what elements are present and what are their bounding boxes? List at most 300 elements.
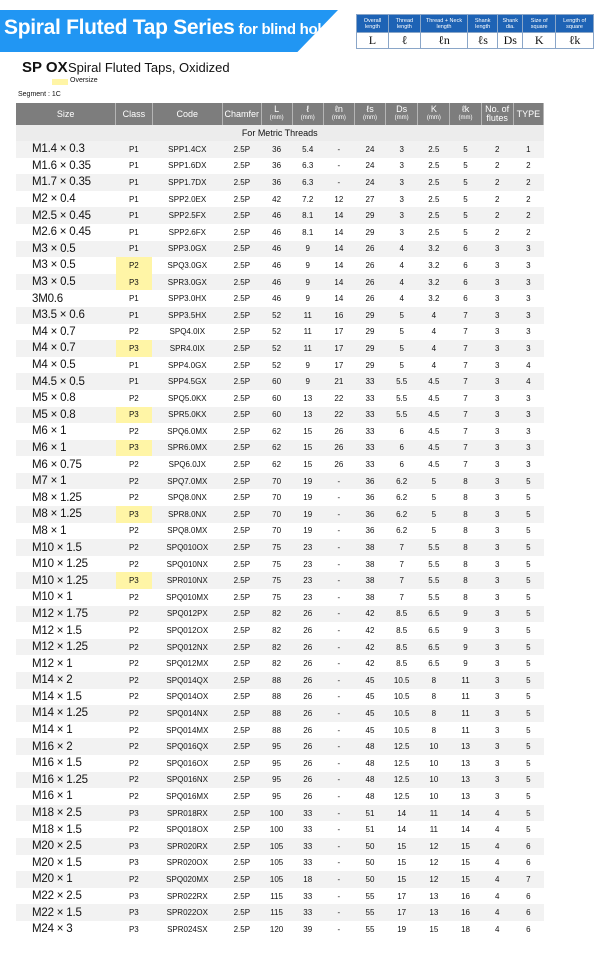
- table-cell: 9: [450, 639, 481, 656]
- table-cell: 42: [365, 626, 375, 636]
- table-cell: M4 × 0.7: [32, 325, 76, 338]
- table-cell: M12 × 1: [32, 657, 73, 670]
- table-cell: M1.4 × 0.3: [16, 141, 116, 158]
- table-cell: 6: [450, 241, 481, 258]
- table-cell: P1: [116, 207, 152, 224]
- column-header: [323, 103, 354, 125]
- table-cell: 2.5P: [223, 738, 261, 755]
- table-cell: 3: [526, 460, 531, 470]
- table-cell: 46: [261, 207, 292, 224]
- table-cell: 12: [418, 871, 450, 888]
- table-cell: M12 × 1.5: [32, 624, 82, 637]
- table-cell: SPQ014MX: [166, 725, 209, 735]
- table-cell: 7.2: [302, 194, 314, 204]
- table-cell: 5: [526, 725, 531, 735]
- table-cell: SPQ016OX: [166, 758, 209, 768]
- table-cell: 9: [463, 659, 468, 669]
- table-cell: SPP1.4CX: [152, 141, 223, 158]
- table-cell: 17: [334, 327, 344, 337]
- table-cell: M8 × 1.25: [32, 491, 82, 504]
- column-header-label: ℓ: [306, 104, 310, 114]
- table-cell: 7: [463, 360, 468, 370]
- table-row: [16, 672, 544, 689]
- table-cell: 3: [494, 526, 500, 536]
- table-cell: M22 × 1.5: [16, 904, 116, 921]
- table-cell: 26: [292, 738, 323, 755]
- table-cell: 11: [303, 327, 312, 337]
- column-header-label: K: [430, 104, 437, 114]
- table-cell: 6: [513, 838, 543, 855]
- table-cell: 4.5: [418, 440, 450, 457]
- table-cell: M6 × 1: [32, 425, 67, 438]
- table-cell: P3: [116, 506, 152, 523]
- table-cell: 9: [305, 260, 310, 270]
- table-cell: -: [337, 592, 341, 602]
- group-label: For Metric Threads: [16, 125, 544, 141]
- legend-label: Size of square: [523, 15, 556, 33]
- table-cell: M4.5 × 0.5: [16, 373, 116, 390]
- column-header-unit: (mm): [394, 115, 409, 121]
- table-cell: 15: [292, 440, 323, 457]
- column-header-label: Class: [122, 108, 146, 119]
- table-cell: SPQ018OX: [166, 825, 209, 835]
- table-cell: 50: [354, 871, 385, 888]
- table-cell: 46: [272, 227, 282, 237]
- table-row: [16, 274, 544, 291]
- table-cell: 55: [365, 891, 375, 901]
- table-cell: 7: [450, 440, 481, 457]
- table-cell: 4: [386, 241, 418, 258]
- table-cell: 2: [526, 227, 531, 237]
- table-cell: 26: [303, 758, 313, 768]
- table-cell: 5: [526, 692, 531, 702]
- table-cell: 5.4: [292, 141, 323, 158]
- table-cell: 95: [272, 758, 282, 768]
- table-cell: -: [337, 559, 341, 569]
- table-cell: 2: [494, 161, 500, 171]
- table-cell: 105: [261, 871, 292, 888]
- table-cell: 2.5P: [223, 606, 261, 623]
- table-cell: 2.5: [428, 194, 440, 204]
- table-cell: 8: [463, 592, 468, 602]
- table-cell: 26: [303, 692, 313, 702]
- table-cell: 26: [365, 260, 375, 270]
- table-cell: 4: [481, 838, 513, 855]
- column-header-label: ℓk: [461, 104, 470, 114]
- table-cell: 5: [463, 227, 468, 237]
- table-cell: 2.5P: [223, 407, 261, 424]
- table-cell: P3: [116, 838, 152, 855]
- table-cell: 19: [292, 506, 323, 523]
- table-cell: SPQ6.0MX: [167, 426, 208, 436]
- table-cell: 6: [513, 904, 543, 921]
- table-cell: 29: [365, 327, 375, 337]
- table-row: [16, 241, 544, 258]
- table-cell: 4: [494, 891, 500, 901]
- table-cell: 9: [292, 274, 323, 291]
- table-cell: 10.5: [393, 692, 410, 702]
- table-cell: M14 × 1.5: [32, 690, 82, 703]
- table-cell: M18 × 1.5: [32, 823, 82, 836]
- table-cell: SPQ016QX: [152, 738, 223, 755]
- table-cell: 3: [481, 506, 513, 523]
- table-cell: 2.5P: [233, 592, 251, 602]
- table-row: [16, 556, 544, 573]
- table-cell: 36: [365, 493, 375, 503]
- table-cell: SPP1.6DX: [168, 161, 207, 171]
- table-cell: P2: [128, 791, 139, 801]
- table-cell: -: [337, 758, 341, 768]
- column-header-unit: (mm): [363, 115, 377, 121]
- table-row: [16, 191, 544, 208]
- table-row: [16, 141, 544, 158]
- table-cell: 5: [513, 805, 543, 822]
- table-cell: 6: [399, 460, 404, 470]
- table-cell: M24 × 3: [32, 923, 73, 936]
- model-name: SP OX: [22, 59, 68, 76]
- table-cell: 12: [429, 858, 439, 868]
- table-cell: 13: [461, 758, 470, 768]
- column-header: [513, 103, 543, 125]
- table-cell: 60: [261, 373, 292, 390]
- table-cell: 5: [513, 572, 543, 589]
- table-row: [16, 855, 544, 872]
- table-cell: 33: [292, 838, 323, 855]
- table-cell: SPR022OX: [152, 904, 223, 921]
- legend-label: Thread + Neck length: [420, 15, 467, 33]
- table-cell: 5: [513, 639, 543, 656]
- table-cell: 3: [494, 294, 500, 304]
- table-cell: -: [337, 692, 341, 702]
- table-cell: 42: [354, 606, 385, 623]
- table-cell: SPQ012NX: [152, 639, 223, 656]
- table-cell: 2.5P: [223, 373, 261, 390]
- table-row: [16, 158, 544, 175]
- table-cell: -: [323, 174, 354, 191]
- table-cell: 3: [481, 473, 513, 490]
- table-cell: 50: [365, 858, 375, 868]
- table-cell: 52: [261, 340, 292, 357]
- table-row: [16, 224, 544, 241]
- table-cell: 3: [494, 592, 500, 602]
- table-cell: P2: [128, 758, 139, 768]
- table-cell: P1: [116, 307, 152, 324]
- table-cell: 10: [429, 758, 439, 768]
- table-cell: 3: [494, 725, 500, 735]
- table-cell: 5: [526, 526, 531, 536]
- table-cell: SPP2.6FX: [168, 227, 206, 237]
- table-cell: 6: [386, 440, 418, 457]
- table-cell: 36: [354, 506, 385, 523]
- table-cell: 6.2: [386, 506, 418, 523]
- table-cell: 5.5: [386, 373, 418, 390]
- table-cell: 120: [269, 924, 284, 934]
- table-cell: 52: [272, 360, 282, 370]
- table-cell: 3M0.6: [32, 292, 63, 305]
- table-cell: 3: [494, 559, 500, 569]
- table-cell: 38: [354, 572, 385, 589]
- table-row: [16, 506, 544, 523]
- table-cell: 14: [386, 805, 418, 822]
- table-cell: 2.5P: [223, 539, 261, 556]
- table-cell: P1: [128, 294, 139, 304]
- table-cell: 8: [463, 493, 468, 503]
- table-cell: 4.5: [418, 373, 450, 390]
- table-row: [16, 788, 544, 805]
- table-cell: 12.5: [393, 758, 410, 768]
- table-cell: 5: [399, 360, 404, 370]
- table-cell: 4.5: [428, 426, 440, 436]
- table-cell: 26: [354, 241, 385, 258]
- table-cell: 4: [481, 805, 513, 822]
- table-cell: 2: [494, 227, 500, 237]
- table-cell: 6: [526, 858, 531, 868]
- table-cell: 12: [334, 194, 344, 204]
- table-cell: 4: [494, 924, 500, 934]
- table-cell: 2.5P: [223, 141, 261, 158]
- model-description: Spiral Fluted Taps, Oxidized: [68, 60, 230, 75]
- table-cell: 2.5P: [233, 227, 251, 237]
- table-row: [16, 174, 544, 191]
- table-cell: 3: [386, 207, 418, 224]
- table-cell: -: [337, 659, 341, 669]
- column-header-label: L: [274, 104, 280, 114]
- table-cell: 75: [272, 559, 282, 569]
- table-cell: 2.5P: [233, 858, 251, 868]
- table-cell: 6.3: [292, 174, 323, 191]
- table-cell: 82: [261, 639, 292, 656]
- table-cell: 36: [272, 161, 282, 171]
- table-cell: 5: [513, 672, 543, 689]
- table-cell: 26: [303, 659, 313, 669]
- table-cell: SPQ6.0JX: [168, 460, 206, 470]
- table-cell: M12 × 1.75: [16, 606, 116, 623]
- table-cell: 3: [513, 440, 543, 457]
- table-cell: 5.5: [428, 592, 440, 602]
- table-cell: 33: [303, 858, 313, 868]
- table-cell: P1: [128, 360, 139, 370]
- table-cell: 6.2: [396, 526, 408, 536]
- table-cell: 3: [513, 274, 543, 291]
- table-cell: 10.5: [393, 725, 410, 735]
- table-cell: 29: [354, 307, 385, 324]
- table-cell: 2.5P: [223, 440, 261, 457]
- table-cell: P3: [116, 904, 152, 921]
- table-cell: 46: [272, 294, 282, 304]
- table-cell: 105: [269, 858, 284, 868]
- table-cell: 8.5: [396, 659, 408, 669]
- table-cell: SPQ014QX: [152, 672, 223, 689]
- table-cell: 51: [354, 805, 385, 822]
- table-cell: 3: [494, 493, 500, 503]
- table-cell: 2.5P: [233, 194, 251, 204]
- table-cell: M7 × 1: [16, 473, 116, 490]
- table-cell: 17: [386, 904, 418, 921]
- table-cell: 19: [397, 924, 407, 934]
- table-cell: 14: [334, 227, 344, 237]
- table-cell: 9: [292, 373, 323, 390]
- table-row: [16, 423, 544, 440]
- table-cell: 4: [481, 871, 513, 888]
- table-cell: P2: [116, 672, 152, 689]
- table-cell: 2: [513, 174, 543, 191]
- table-cell: M16 × 1.5: [32, 757, 82, 770]
- table-cell: 4.5: [418, 407, 450, 424]
- table-cell: 70: [272, 493, 282, 503]
- table-cell: SPR8.0NX: [152, 506, 223, 523]
- table-cell: 3: [481, 738, 513, 755]
- table-cell: 16: [461, 891, 470, 901]
- column-header-label: ℓs: [366, 104, 374, 114]
- table-cell: 2.5P: [223, 174, 261, 191]
- table-cell: 51: [365, 825, 375, 835]
- table-cell: 3.2: [418, 274, 450, 291]
- table-cell: 5: [513, 738, 543, 755]
- table-cell: 5: [418, 473, 450, 490]
- table-cell: 11: [461, 725, 470, 735]
- table-cell: 3: [481, 407, 513, 424]
- table-cell: M4 × 0.5: [32, 359, 76, 372]
- table-cell: P2: [116, 705, 152, 722]
- table-cell: 24: [354, 174, 385, 191]
- table-cell: -: [337, 725, 341, 735]
- table-cell: M10 × 1.5: [16, 539, 116, 556]
- legend-symbol: ℓ: [388, 33, 420, 49]
- table-cell: 4: [481, 904, 513, 921]
- table-cell: 4: [513, 373, 543, 390]
- table-cell: 5.5: [418, 572, 450, 589]
- table-cell: 60: [272, 393, 282, 403]
- column-header: [386, 103, 418, 125]
- table-cell: 8.5: [386, 606, 418, 623]
- table-cell: P1: [116, 174, 152, 191]
- table-cell: 2: [481, 141, 513, 158]
- table-row: [16, 473, 544, 490]
- table-cell: 2.5: [418, 174, 450, 191]
- table-cell: 2.5P: [233, 526, 251, 536]
- table-cell: 5: [526, 659, 531, 669]
- table-cell: 75: [272, 592, 282, 602]
- table-cell: -: [323, 838, 354, 855]
- table-cell: 3: [481, 772, 513, 789]
- table-cell: 45: [365, 725, 375, 735]
- table-cell: 2.5: [428, 227, 440, 237]
- table-cell: 3: [399, 227, 404, 237]
- table-cell: 38: [365, 559, 375, 569]
- table-cell: 26: [323, 440, 354, 457]
- table-cell: 5: [431, 526, 437, 536]
- table-cell: M4 × 0.7: [16, 340, 116, 357]
- legend-symbol: ℓs: [468, 33, 498, 49]
- table-cell: P3: [116, 572, 152, 589]
- table-row: [16, 871, 544, 888]
- table-cell: -: [323, 805, 354, 822]
- table-cell: -: [337, 891, 341, 901]
- table-cell: 19: [303, 493, 313, 503]
- table-cell: 3: [386, 174, 418, 191]
- table-cell: 5: [463, 194, 468, 204]
- table-row: [16, 821, 544, 838]
- table-cell: P2: [128, 460, 139, 470]
- table-cell: 5: [526, 758, 531, 768]
- table-cell: 8: [450, 506, 481, 523]
- table-cell: 33: [292, 904, 323, 921]
- table-cell: 3: [481, 241, 513, 258]
- table-cell: 2.5P: [223, 506, 261, 523]
- table-cell: 4: [418, 340, 450, 357]
- table-cell: 5: [513, 473, 543, 490]
- table-cell: P2: [128, 825, 139, 835]
- legend-symbol: Ds: [498, 33, 523, 49]
- table-cell: 22: [323, 407, 354, 424]
- column-header: [16, 103, 116, 125]
- table-cell: 2.5P: [223, 838, 261, 855]
- table-cell: -: [323, 772, 354, 789]
- legend-symbol: ℓn: [420, 33, 467, 49]
- table-cell: 42: [354, 639, 385, 656]
- table-row: [16, 655, 544, 672]
- table-cell: 4: [526, 360, 531, 370]
- table-cell: 11: [429, 825, 439, 835]
- table-cell: 26: [354, 274, 385, 291]
- table-cell: 11: [418, 805, 450, 822]
- table-cell: 12.5: [386, 772, 418, 789]
- table-cell: SPQ7.0MX: [152, 473, 223, 490]
- table-cell: SPR022RX: [166, 891, 208, 901]
- table-cell: 3: [386, 141, 418, 158]
- table-cell: 8.5: [396, 626, 408, 636]
- table-cell: 5: [463, 161, 468, 171]
- table-cell: P2: [116, 539, 152, 556]
- table-cell: M16 × 1.25: [16, 772, 116, 789]
- table-cell: 14: [461, 825, 470, 835]
- table-cell: 26: [292, 772, 323, 789]
- table-row: [16, 572, 544, 589]
- column-header-label: No. of flutes: [485, 104, 510, 123]
- table-cell: M8 × 1: [32, 524, 67, 537]
- legend-label: Length of square: [556, 15, 594, 33]
- table-cell: 33: [354, 407, 385, 424]
- table-cell: 15: [461, 858, 470, 868]
- table-cell: 5: [526, 559, 531, 569]
- table-cell: 3: [526, 294, 531, 304]
- table-cell: SPP2.5FX: [152, 207, 223, 224]
- table-cell: SPQ8.0MX: [167, 526, 208, 536]
- table-cell: 33: [354, 373, 385, 390]
- table-cell: M2.5 × 0.45: [16, 207, 116, 224]
- table-cell: 9: [450, 606, 481, 623]
- table-cell: 19: [292, 473, 323, 490]
- table-cell: SPQ014OX: [166, 692, 209, 702]
- table-row: [16, 772, 544, 789]
- table-row: [16, 290, 544, 307]
- table-cell: 7: [399, 592, 404, 602]
- column-header: [418, 103, 450, 125]
- column-header-unit: (mm): [458, 115, 473, 121]
- table-cell: 5: [386, 340, 418, 357]
- table-cell: 15: [303, 426, 313, 436]
- table-cell: 2.5P: [233, 891, 251, 901]
- table-cell: -: [323, 738, 354, 755]
- table-cell: 2.5P: [223, 473, 261, 490]
- column-header-label: Code: [176, 108, 199, 119]
- table-cell: M12 × 1.25: [16, 639, 116, 656]
- table-cell: SPR018RX: [152, 805, 223, 822]
- table-cell: 88: [272, 725, 282, 735]
- table-cell: 13: [303, 393, 313, 403]
- table-cell: 55: [354, 904, 385, 921]
- table-cell: 36: [354, 473, 385, 490]
